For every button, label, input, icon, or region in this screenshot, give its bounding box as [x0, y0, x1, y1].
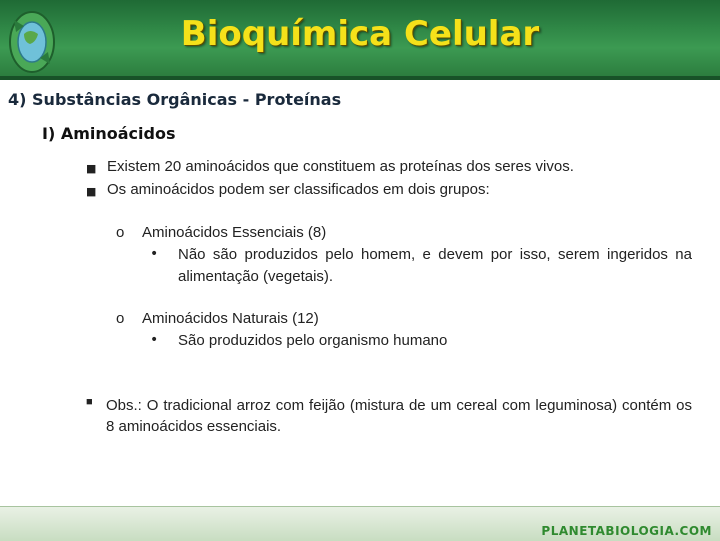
group-count: (12)	[292, 310, 319, 327]
subtitle	[8, 90, 341, 109]
observation-text: Obs.: O tradicional arroz com feijão (mistura de um cereal com leguminosa) contém os 8 aminoácidos essenciais.	[106, 397, 692, 435]
section-heading: I) Aminoácidos	[42, 124, 176, 143]
bullet-item	[86, 158, 574, 176]
subtitle-text: Substâncias Orgânicas - Proteínas	[32, 90, 342, 109]
dot-bullet-icon: •	[150, 246, 159, 262]
group-detail: Não são produzidos pelo homem, e devem por isso, serem ingeridos na alimentação (vegetais).	[178, 246, 692, 285]
slide-title: Bioquímica Celular	[180, 14, 540, 54]
subtitle-number: 4)	[8, 90, 27, 109]
dot-bullet-icon: •	[150, 332, 159, 348]
title-bar	[0, 0, 720, 80]
group-detail: São produzidos pelo organismo humano	[178, 332, 448, 349]
group-name: Aminoácidos Naturais	[142, 310, 288, 327]
group-count: (8)	[307, 224, 327, 241]
bullet-text: Os aminoácidos podem ser classificados em dois grupos:	[107, 181, 490, 198]
square-bullet-icon: ■	[86, 396, 93, 408]
group-title	[142, 310, 319, 327]
circle-bullet-icon: o	[116, 310, 125, 327]
square-bullet-icon: ■	[86, 185, 97, 198]
bullet-item	[86, 181, 490, 199]
group-name: Aminoácidos Essenciais	[142, 224, 304, 241]
square-bullet-icon: ■	[86, 162, 97, 175]
circle-bullet-icon: o	[116, 224, 125, 241]
brand-watermark: PLANETABIOLOGIA.COM	[541, 524, 712, 538]
bullet-text: Existem 20 aminoácidos que constituem as proteínas dos seres vivos.	[107, 158, 574, 175]
group-title	[142, 224, 326, 241]
